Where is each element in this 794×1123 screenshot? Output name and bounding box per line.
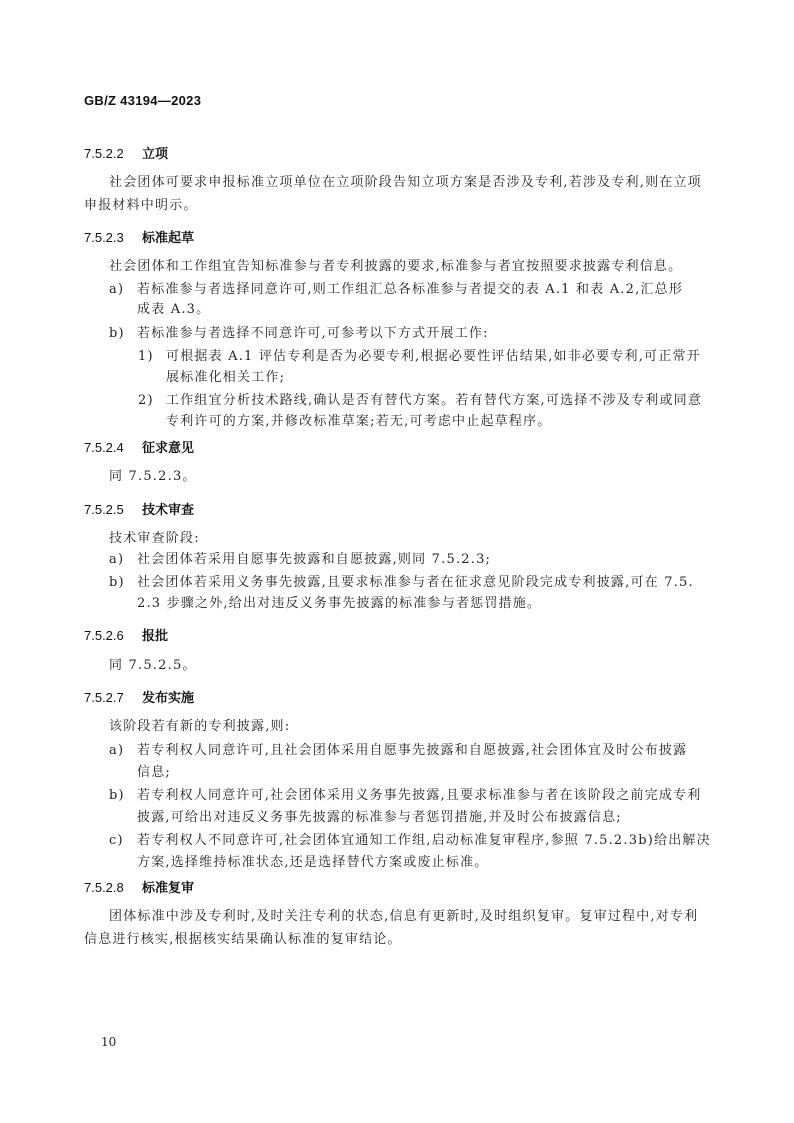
section-title: 标准起草 <box>142 230 195 245</box>
section-heading-7-5-2-7 <box>84 687 194 706</box>
section-title: 立项 <box>142 146 169 161</box>
section-number: 7.5.2.3 <box>84 230 124 245</box>
list-item-line: 方案,选择维持标准状态,还是选择替代方案或废止标准。 <box>137 855 489 870</box>
standard-id-header: GB/Z 43194—2023 <box>84 93 202 108</box>
list-item-line: 信息; <box>137 765 171 780</box>
list-marker: a) <box>109 552 125 567</box>
sublist-marker: 1) <box>138 349 154 364</box>
list-marker: c) <box>109 833 124 848</box>
sublist-item-line: 专利许可的方案,并修改标准草案;若无,可考虑中止起草程序。 <box>166 414 552 429</box>
paragraph-line: 团体标准中涉及专利时,及时关注专利的状态,信息有更新时,及时组织复审。复审过程中,对专利 <box>109 909 699 924</box>
list-item-line: 若标准参与者选择不同意许可,可参考以下方式开展工作: <box>137 326 489 341</box>
section-heading-7-5-2-8 <box>84 877 194 896</box>
section-heading-7-5-2-3 <box>84 227 194 246</box>
list-item-line: 若专利权人不同意许可,社会团体宜通知工作组,启动标准复审程序,参照 7.5.2.3b)给出解决 <box>137 833 711 848</box>
paragraph-line: 申报材料中明示。 <box>84 198 198 213</box>
section-title: 报批 <box>142 628 169 643</box>
paragraph-line: 信息进行核实,根据核实结果确认标准的复审结论。 <box>84 932 402 947</box>
paragraph-line: 同 7.5.2.3。 <box>109 469 197 484</box>
section-title: 发布实施 <box>142 690 195 705</box>
list-item-line: 披露,可给出对违反义务事先披露的标准参与者惩罚措施,并及时公布披露信息; <box>137 810 622 825</box>
section-heading-7-5-2-2 <box>84 143 168 162</box>
list-item-line: 2.3 步骤之外,给出对违反义务事先披露的标准参与者惩罚措施。 <box>137 596 542 611</box>
paragraph-intro: 该阶段若有新的专利披露,则: <box>109 719 291 734</box>
section-title: 征求意见 <box>142 440 195 455</box>
list-marker: b) <box>109 575 125 590</box>
page-number: 10 <box>101 1035 117 1049</box>
sublist-item-line: 工作组宜分析技术路线,确认是否有替代方案。若有替代方案,可选择不涉及专利或同意 <box>166 393 703 408</box>
section-number: 7.5.2.7 <box>84 690 124 705</box>
section-number: 7.5.2.8 <box>84 880 124 895</box>
list-item-line: 社会团体若采用义务事先披露,且要求标准参与者在征求意见阶段完成专利披露,可在 7.5. <box>137 575 694 590</box>
section-heading-7-5-2-5 <box>84 499 194 518</box>
section-number: 7.5.2.2 <box>84 146 124 161</box>
section-heading-7-5-2-6 <box>84 625 168 644</box>
list-item-line: 成表 A.3。 <box>137 302 211 317</box>
sublist-marker: 2) <box>138 393 154 408</box>
list-marker: b) <box>109 788 125 803</box>
section-heading-7-5-2-4 <box>84 437 194 456</box>
section-number: 7.5.2.5 <box>84 502 124 517</box>
list-marker: a) <box>109 282 125 297</box>
paragraph-intro: 社会团体和工作组宜告知标准参与者专利披露的要求,标准参与者宜按照要求披露专利信息。 <box>109 259 683 274</box>
list-marker: b) <box>109 326 125 341</box>
list-item-line: 若专利权人同意许可,社会团体采用义务事先披露,且要求标准参与者在该阶段之前完成专利 <box>137 788 702 803</box>
section-title: 标准复审 <box>142 880 195 895</box>
paragraph-intro: 技术审查阶段: <box>109 531 200 546</box>
sublist-item-line: 可根据表 A.1 评估专利是否为必要专利,根据必要性评估结果,如非必要专利,可正常开 <box>166 349 701 364</box>
list-marker: a) <box>109 743 125 758</box>
paragraph-line: 同 7.5.2.5。 <box>109 658 197 673</box>
list-item-line: 若标准参与者选择同意许可,则工作组汇总各标准参与者提交的表 A.1 和表 A.2,汇总形 <box>137 282 684 297</box>
section-number: 7.5.2.4 <box>84 440 124 455</box>
list-item-line: 社会团体若采用自愿事先披露和自愿披露,则同 7.5.2.3; <box>137 552 492 567</box>
section-number: 7.5.2.6 <box>84 628 124 643</box>
sublist-item-line: 展标准化相关工作; <box>166 370 286 385</box>
list-item-line: 若专利权人同意许可,且社会团体采用自愿事先披露和自愿披露,社会团体宜及时公布披露 <box>137 743 688 758</box>
section-title: 技术审查 <box>142 502 195 517</box>
paragraph-line: 社会团体可要求申报标准立项单位在立项阶段告知立项方案是否涉及专利,若涉及专利,则在立项 <box>109 175 702 190</box>
